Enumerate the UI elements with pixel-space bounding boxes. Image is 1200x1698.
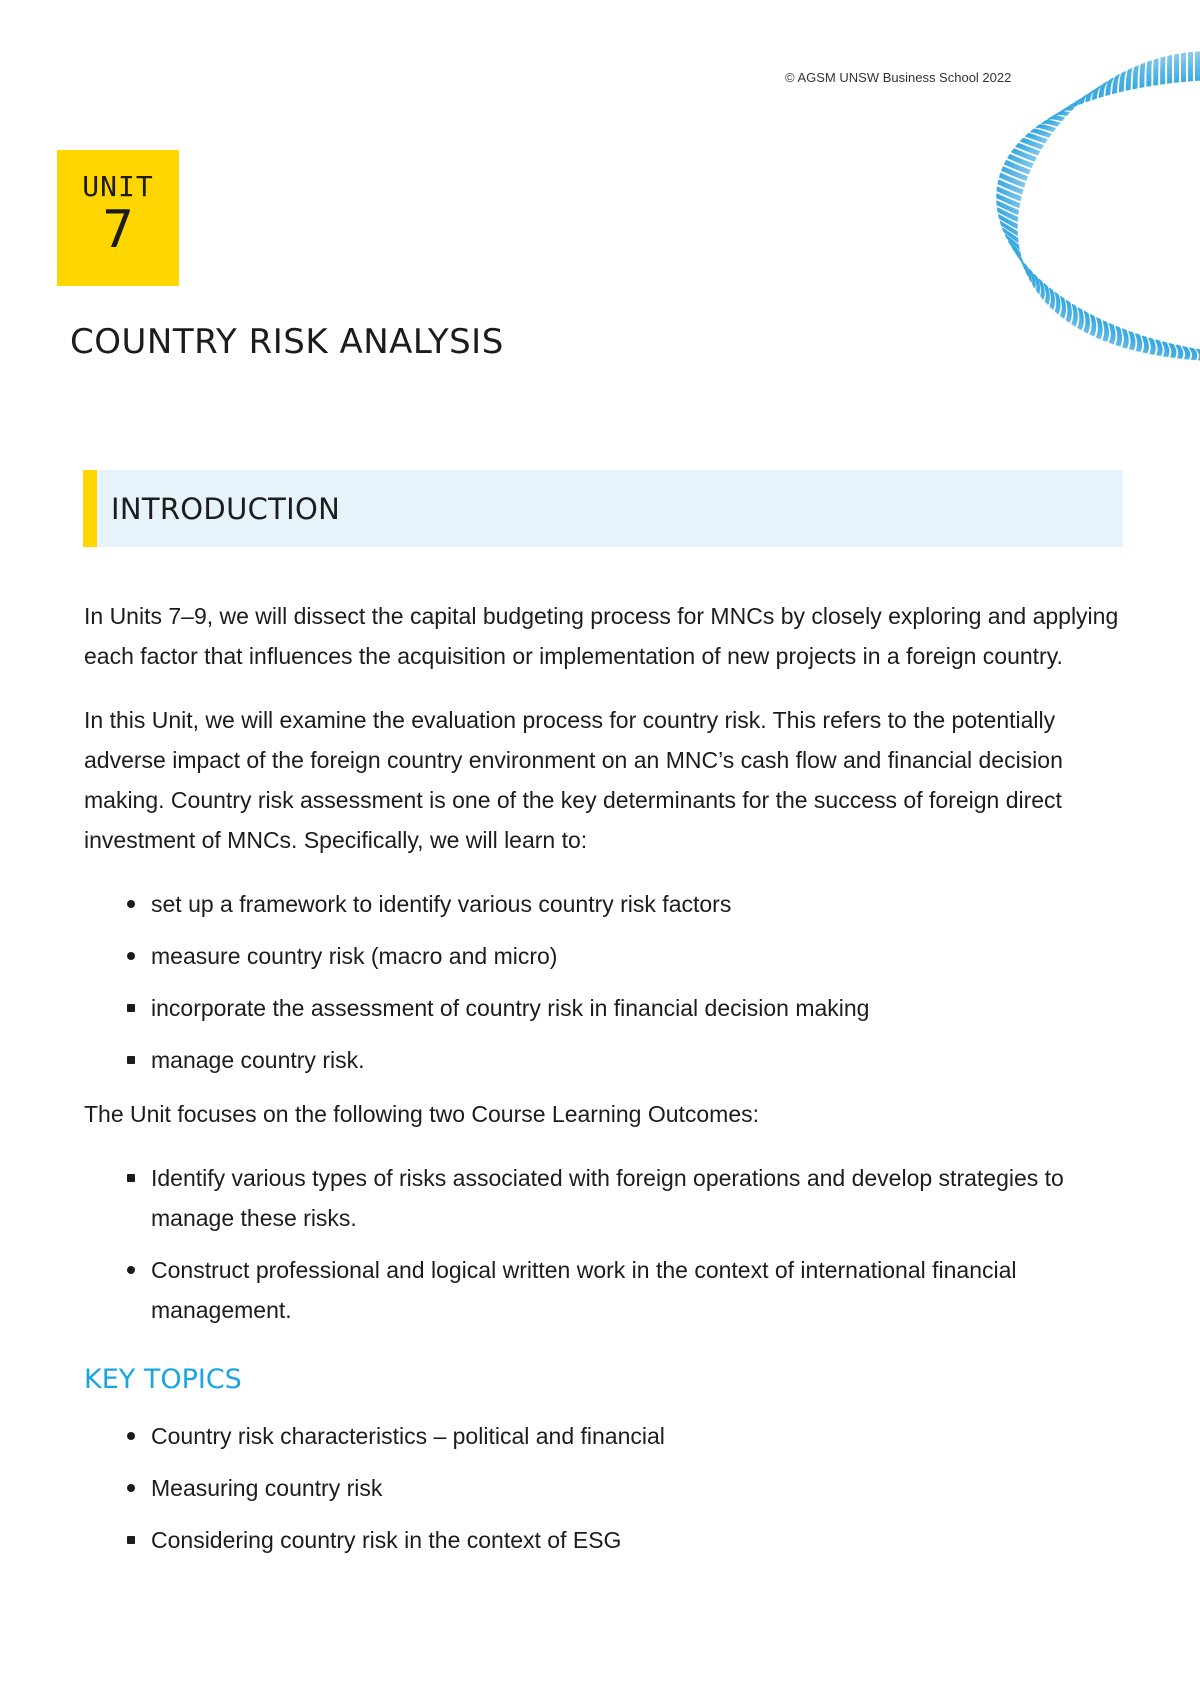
key-topics-list: [84, 1416, 1124, 1560]
bullet-icon: [127, 1174, 135, 1182]
wave-line: [1005, 71, 1200, 353]
key-topics-heading: KEY TOPICS: [84, 1364, 242, 1395]
wave-line: [997, 80, 1200, 350]
bullet-icon: [127, 1432, 135, 1440]
wave-line: [1012, 61, 1200, 357]
wave-line: [1004, 72, 1200, 353]
introduction-heading-bar: [83, 470, 1123, 547]
unit-label: UNIT: [82, 170, 154, 203]
unit-number: 7: [102, 200, 134, 260]
intro-paragraph-2: In this Unit, we will examine the evaluation process for country risk. This refers to the potentially adverse impact of the foreign country environment on an MNC’s cash flow and financial decision making. Country risk assessment is one of the key determinants for the success of foreign direct investment of MNCs. Specifically, we will learn to:: [84, 707, 1063, 853]
outcomes-intro: The Unit focuses on the following two Course Learning Outcomes:: [84, 1101, 760, 1127]
learning-objectives-list: [84, 884, 1124, 1080]
copyright-notice: © AGSM UNSW Business School 2022: [785, 70, 1012, 85]
list-item: Country risk characteristics – political and financial: [84, 1416, 1124, 1456]
list-item: Construct professional and logical written work in the context of international financial management.: [84, 1250, 1124, 1330]
list-item: incorporate the assessment of country risk in financial decision making: [84, 988, 1124, 1028]
list-item: Identify various types of risks associated with foreign operations and develop strategies to manage these risks.: [84, 1158, 1124, 1238]
main-content: [84, 596, 1124, 1574]
wave-line: [1013, 60, 1200, 357]
wave-line: [1002, 74, 1200, 352]
wave-line: [1016, 54, 1200, 359]
bullet-icon: [127, 1266, 135, 1274]
bullet-icon: [127, 1536, 135, 1544]
wave-line: [1017, 52, 1200, 360]
decorative-wave-graphic: [870, 40, 1200, 370]
wave-line: [998, 79, 1200, 351]
wave-line: [1015, 56, 1200, 358]
unit-badge: [57, 150, 179, 286]
wave-line: [1013, 59, 1200, 358]
wave-line: [1006, 70, 1200, 354]
list-item: manage country risk.: [84, 1040, 1124, 1080]
wave-line: [1000, 77, 1200, 352]
introduction-heading: INTRODUCTION: [111, 491, 341, 526]
wave-line: [1011, 62, 1200, 356]
wave-line: [1007, 68, 1200, 355]
wave-line: [1017, 53, 1200, 359]
bullet-icon: [127, 1056, 135, 1064]
wave-line: [1010, 64, 1200, 355]
wave-line: [1015, 55, 1200, 358]
bullet-icon: [127, 1484, 135, 1492]
list-item: Considering country risk in the context of ESG: [84, 1520, 1124, 1560]
bullet-icon: [127, 1004, 135, 1012]
wave-line: [1014, 58, 1200, 358]
wave-line: [1003, 73, 1200, 352]
wave-line: [1011, 63, 1200, 356]
wave-line: [1008, 67, 1200, 355]
list-item: set up a framework to identify various country risk factors: [84, 884, 1124, 924]
bullet-icon: [127, 952, 135, 960]
wave-line: [1001, 76, 1200, 352]
bullet-icon: [127, 900, 135, 908]
intro-paragraph-1: In Units 7–9, we will dissect the capital budgeting process for MNCs by closely exploring and applying each factor that influences the acquisition or implementation of new projects in a foreign country.: [84, 603, 1119, 669]
page-title: COUNTRY RISK ANALYSIS: [70, 322, 504, 362]
wave-line: [999, 78, 1200, 351]
list-item: Measuring country risk: [84, 1468, 1124, 1508]
wave-line: [1009, 65, 1200, 355]
wave-line: [1006, 69, 1200, 354]
list-item: measure country risk (macro and micro): [84, 936, 1124, 976]
course-outcomes-list: [84, 1158, 1124, 1330]
